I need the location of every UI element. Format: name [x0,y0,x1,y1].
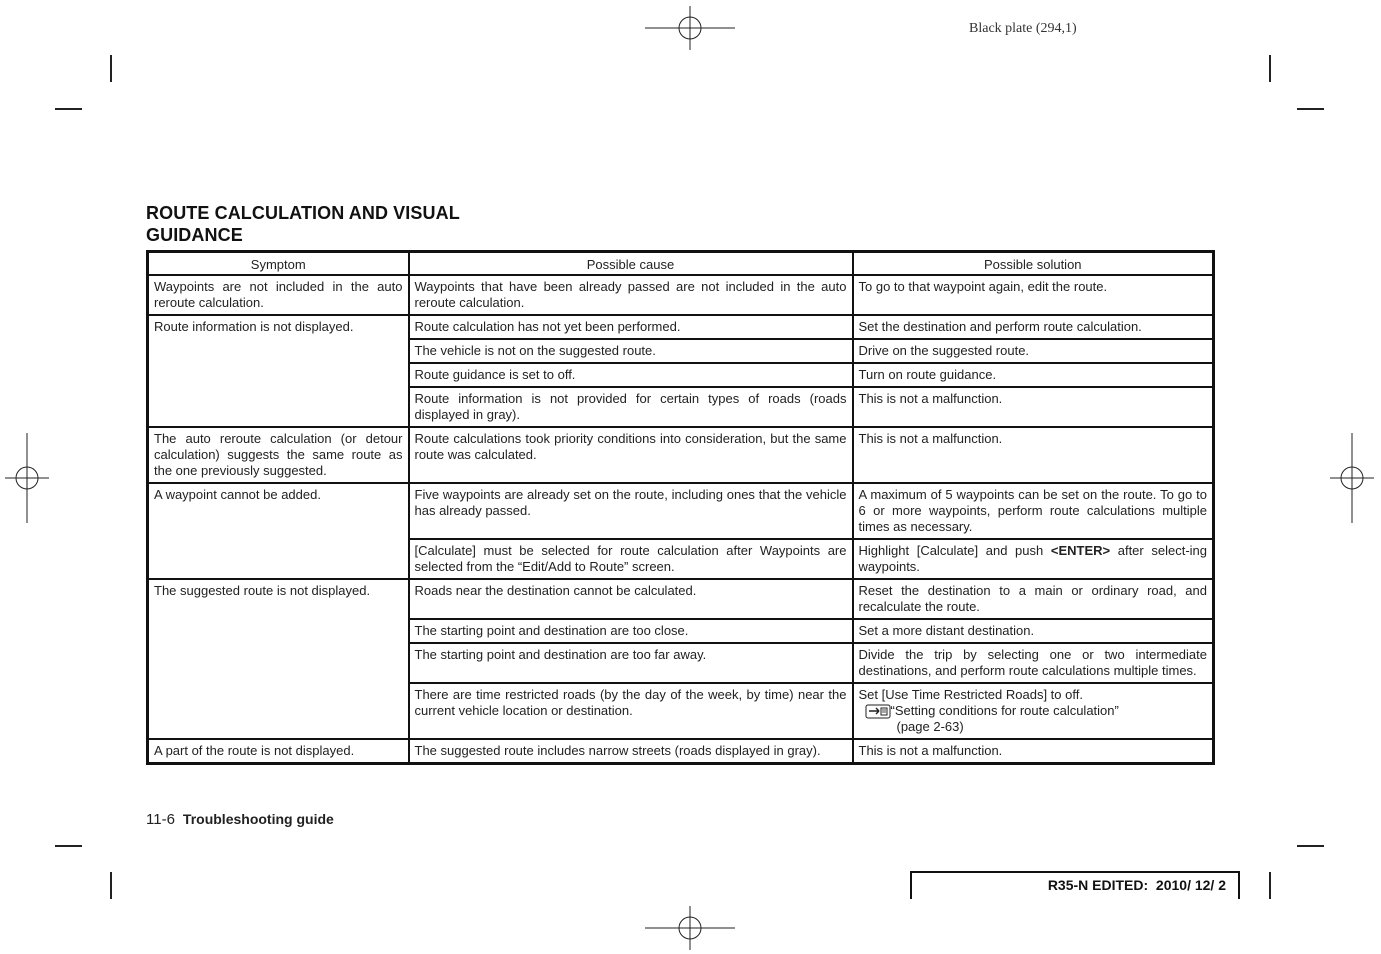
solution-cell [853,683,1214,739]
plate-label: Black plate (294,1) [969,21,1077,36]
page-title [146,202,460,246]
column-header-solution: Possible solution [853,252,1214,276]
page-number: 11-6 [146,811,175,828]
crop-mark [55,845,82,847]
pointing-hand-reference-icon [865,703,891,719]
cause-cell: Route calculation has not yet been performed. [409,315,853,339]
crop-mark [110,55,112,82]
solution-cell: Turn on route guidance. [853,363,1214,387]
table-row [148,315,1214,339]
cause-cell: Roads near the destination cannot be calculated. [409,579,853,619]
cause-cell: Route calculations took priority conditions into consideration, but the same route was calculated. [409,427,853,483]
crop-mark [55,108,82,110]
solution-cell: Divide the trip by selecting one or two intermediate destinations, and perform route calculations multiple times. [853,643,1214,683]
cause-cell: [Calculate] must be selected for route calculation after Waypoints are selected from the “Edit/Add to Route” screen. [409,539,853,579]
page-title-line: ROUTE CALCULATION AND VISUAL [146,203,460,223]
registration-mark-icon [645,906,735,950]
symptom-cell: A part of the route is not displayed. [148,739,409,764]
column-header-cause: Possible cause [409,252,853,276]
cause-cell: Route guidance is set to off. [409,363,853,387]
solution-cell: Reset the destination to a main or ordinary road, and recalculate the route. [853,579,1214,619]
table-row [148,483,1214,539]
cause-cell: Five waypoints are already set on the route, including ones that the vehicle has already passed. [409,483,853,539]
registration-mark-icon [5,433,49,523]
symptom-cell: Waypoints are not included in the auto reroute calculation. [148,275,409,315]
cause-cell: Route information is not provided for certain types of roads (roads displayed in gray). [409,387,853,427]
symptom-cell: The suggested route is not displayed. [148,579,409,739]
registration-mark-icon [645,6,735,50]
page-footer [146,811,334,828]
solution-cell: Drive on the suggested route. [853,339,1214,363]
table-row [148,275,1214,315]
cause-cell: The suggested route includes narrow streets (roads displayed in gray). [409,739,853,764]
edited-stamp-box [910,871,1240,899]
troubleshooting-table [146,250,1215,765]
solution-text: Highlight [Calculate] and push [858,543,1051,558]
table-row [148,739,1214,764]
reference-title: “Setting conditions for route calculation” [890,703,1119,718]
page-reference [859,703,1208,735]
crop-mark [1269,55,1271,82]
cause-cell: The starting point and destination are too far away. [409,643,853,683]
table-row [148,427,1214,483]
symptom-cell: A waypoint cannot be added. [148,483,409,579]
solution-cell [853,539,1214,579]
reference-page: (page 2-63) [896,719,964,734]
solution-cell: This is not a malfunction. [853,427,1214,483]
table-row [148,579,1214,619]
symptom-cell: The auto reroute calculation (or detour calculation) suggests the same route as the one previously suggested. [148,427,409,483]
cause-cell: There are time restricted roads (by the day of the week, by time) near the current vehicle location or destination. [409,683,853,739]
crop-mark [1269,872,1271,899]
solution-cell: A maximum of 5 waypoints can be set on the route. To go to 6 or more waypoints, perform route calculations multiple times as necessary. [853,483,1214,539]
solution-cell: This is not a malfunction. [853,387,1214,427]
page-title-line: GUIDANCE [146,225,243,245]
table-header-row [148,252,1214,276]
column-header-symptom: Symptom [148,252,409,276]
cause-cell: The starting point and destination are too close. [409,619,853,643]
crop-mark [1297,108,1324,110]
cause-cell: The vehicle is not on the suggested route. [409,339,853,363]
solution-text: Set [Use Time Restricted Roads] to off. [858,687,1083,702]
registration-mark-icon [1330,433,1374,523]
solution-cell: To go to that waypoint again, edit the route. [853,275,1214,315]
edited-stamp: R35-N EDITED: 2010/ 12/ 2 [1047,877,1226,893]
crop-mark [110,872,112,899]
solution-cell: This is not a malfunction. [853,739,1214,764]
enter-key-label: <ENTER> [1050,543,1111,558]
symptom-cell: Route information is not displayed. [148,315,409,427]
solution-cell: Set the destination and perform route calculation. [853,315,1214,339]
section-name: Troubleshooting guide [182,811,334,827]
cause-cell: Waypoints that have been already passed are not included in the auto reroute calculation. [409,275,853,315]
crop-mark [1297,845,1324,847]
solution-text: after select-ing waypoints. [858,543,1207,574]
solution-cell: Set a more distant destination. [853,619,1214,643]
